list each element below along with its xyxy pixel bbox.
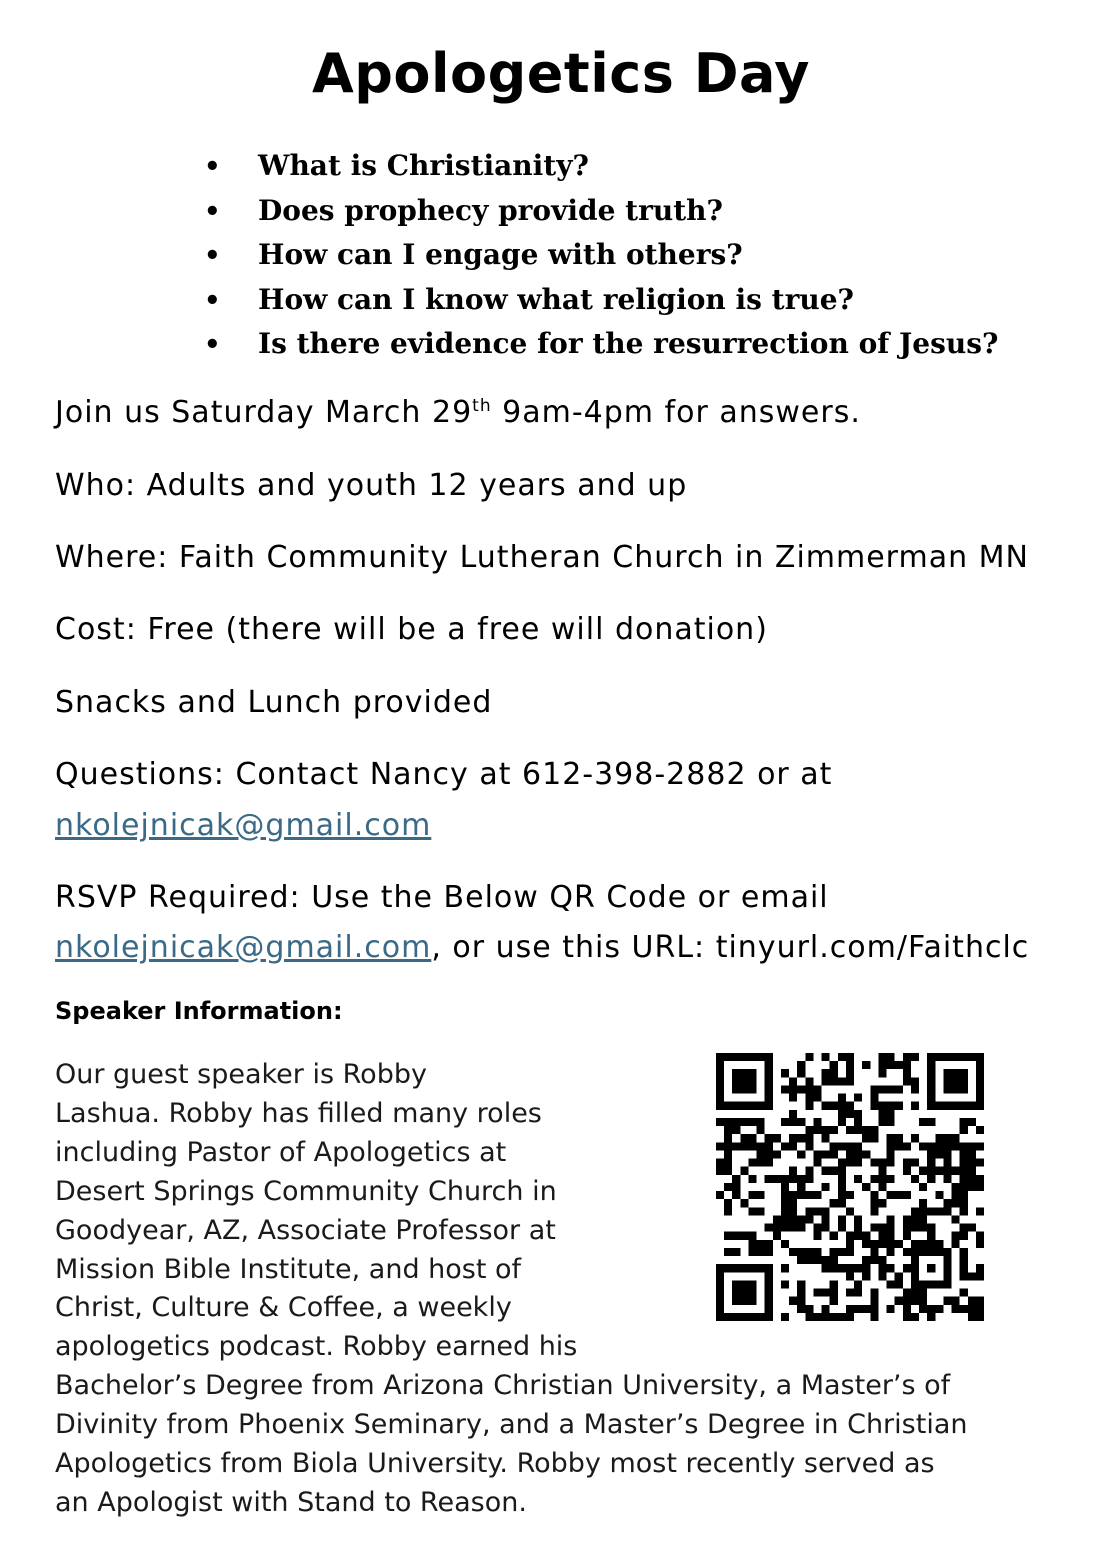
rsvp-url-text: , or use this URL: tinyurl.com/Faithclc bbox=[431, 930, 1030, 965]
list-item bbox=[200, 324, 998, 369]
list-item bbox=[200, 191, 998, 236]
bullet-icon: • bbox=[204, 152, 221, 182]
who-line: Who: Adults and youth 12 years and up bbox=[55, 468, 688, 503]
question-text: Does prophecy provide truth? bbox=[258, 193, 723, 227]
bullet-icon: • bbox=[204, 330, 221, 360]
question-text: How can I know what religion is true? bbox=[258, 282, 854, 316]
question-text: How can I engage with others? bbox=[258, 238, 743, 271]
event-date-line: Join us Saturday March 29th 9am-4pm for answers. bbox=[55, 395, 861, 430]
cost-line: Cost: Free (there will be a free will donation) bbox=[55, 612, 768, 647]
bullet-icon: • bbox=[204, 196, 221, 227]
bullet-icon: • bbox=[204, 285, 221, 316]
rsvp-qr-code[interactable] bbox=[716, 1053, 984, 1321]
questions-contact-line: Questions: Contact Nancy at 612-398-2882 or at bbox=[55, 757, 833, 792]
list-item bbox=[200, 235, 998, 280]
speaker-bio: Our guest speaker is Robby Lashua. Robby has filled many roles including Pastor of Apologetics at Desert Springs Community Church in Goodyear, AZ, Associate Professor at Mission Bible Institute, and host of Christ, Culture & Coffee, a weekly apologetics podcast. Robby earned his Bachelor’s Degree from Arizona Christian University, a Master’s of Divinity from Phoenix Seminary, and a Master’s Degree in Christian Apologetics from Biola University. Robby most recently served as an Apologist with Stand to Reason. bbox=[55, 1059, 968, 1518]
qr-code-icon bbox=[716, 1053, 984, 1321]
contact-email-line bbox=[55, 808, 431, 843]
page-title: Apologetics Day bbox=[311, 42, 810, 105]
where-line: Where: Faith Community Lutheran Church in Zimmerman MN bbox=[55, 540, 1029, 575]
speaker-heading: Speaker Information: bbox=[55, 997, 343, 1025]
rsvp-line: RSVP Required: Use the Below QR Code or email bbox=[55, 880, 829, 915]
rsvp-email-link[interactable]: nkolejnicak@gmail.com bbox=[55, 930, 432, 965]
contact-email-link[interactable]: nkolejnicak@gmail.com bbox=[55, 808, 432, 843]
list-item bbox=[200, 146, 998, 191]
list-item bbox=[200, 280, 998, 325]
question-text: What is Christianity? bbox=[258, 149, 589, 182]
bullet-icon: • bbox=[204, 241, 221, 271]
question-list bbox=[200, 146, 998, 369]
food-line: Snacks and Lunch provided bbox=[55, 685, 493, 720]
question-text: Is there evidence for the resurrection of Jesus? bbox=[258, 327, 999, 360]
rsvp-email-line bbox=[55, 930, 1029, 965]
